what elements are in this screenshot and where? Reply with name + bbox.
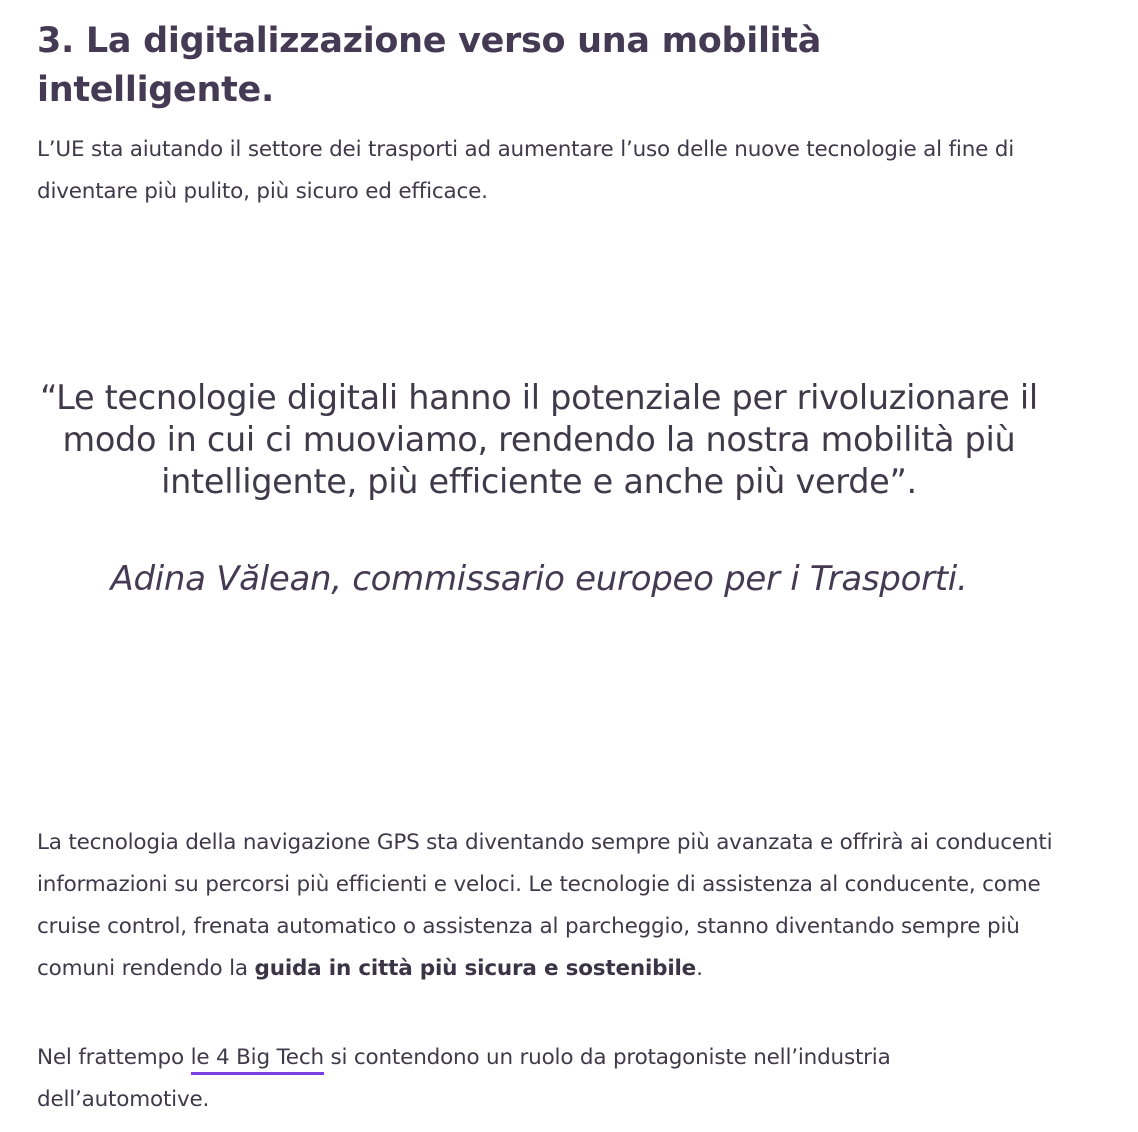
gps-paragraph-end: .	[696, 956, 703, 981]
big-tech-paragraph	[37, 1037, 1067, 1121]
quote-author: Adina Vălean, commissario europeo per i Trasporti.	[110, 559, 968, 599]
big-tech-paragraph-end: si contendono un ruolo da protagoniste nell’industria dell’automotive.	[37, 1045, 891, 1112]
gps-paragraph	[37, 822, 1067, 990]
big-tech-paragraph-text: Nel frattempo	[37, 1045, 191, 1070]
big-tech-link[interactable]: le 4 Big Tech	[191, 1045, 324, 1075]
quote-text: “Le tecnologie digitali hanno il potenziale per rivoluzionare il modo in cui ci muoviamo, rendendo la nostra mobilità più intelligente, più efficiente e anche più verde”.	[40, 378, 1038, 501]
gps-paragraph-text: La tecnologia della navigazione GPS sta diventando sempre più avanzata e offrirà ai conducenti informazioni su percorsi più efficienti e veloci. Le tecnologie di assistenza al conducente, come cruise control, frenata automatico o assistenza al parcheggio, stanno diventando sempre più comuni rendendo la	[37, 830, 1053, 981]
section-heading: 3. La digitalizzazione verso una mobilità intelligente.	[37, 21, 822, 110]
intro-paragraph: L’UE sta aiutando il settore dei trasporti ad aumentare l’uso delle nuove tecnologie al fine di diventare più pulito, più sicuro ed efficace.	[37, 137, 1015, 204]
pull-quote	[37, 377, 1041, 600]
gps-paragraph-emphasis: guida in città più sicura e sostenibile	[254, 956, 697, 981]
